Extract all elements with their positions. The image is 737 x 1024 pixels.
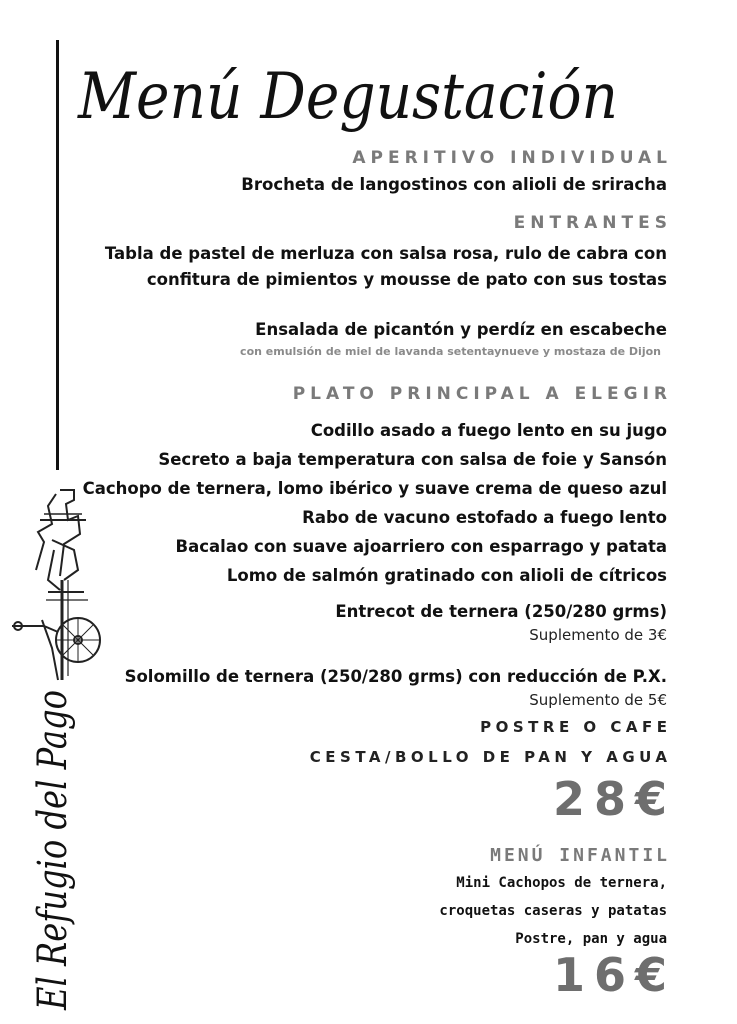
entrecot-dish: Entrecot de ternera (250/280 grms) <box>335 602 667 621</box>
principal-dish: Codillo asado a fuego lento en su jugo <box>310 421 667 440</box>
plough-icon <box>12 490 100 680</box>
entrantes-dish-1-line-1: Tabla de pastel de merluza con salsa rosa, rulo de cabra con <box>104 244 667 263</box>
page-title <box>70 6 630 156</box>
aperitivo-dish: Brocheta de langostinos con alioli de sriracha <box>241 175 667 194</box>
entrantes-heading: ENTRANTES <box>513 213 672 233</box>
entrantes-dish-2-note: con emulsión de miel de lavanda setentaynueve y mostaza de Dijon <box>240 345 661 358</box>
entrantes-dish-1-line-2: confitura de pimientos y mousse de pato con sus tostas <box>146 270 667 289</box>
postre-line: POSTRE O CAFE <box>480 718 672 736</box>
principal-dish: Rabo de vacuno estofado a fuego lento <box>302 508 667 527</box>
infantil-price: 16€ <box>552 948 676 1002</box>
pan-line: CESTA/BOLLO DE PAN Y AGUA <box>309 748 672 766</box>
vertical-rule <box>56 40 59 470</box>
principal-dish: Lomo de salmón gratinado con alioli de cítricos <box>226 566 667 585</box>
principal-heading: PLATO PRINCIPAL A ELEGIR <box>292 384 672 404</box>
infantil-heading: MENÚ INFANTIL <box>490 845 670 866</box>
aperitivo-heading: APERITIVO INDIVIDUAL <box>352 148 672 168</box>
principal-dish: Cachopo de ternera, lomo ibérico y suave crema de queso azul <box>82 479 667 498</box>
infantil-line: croquetas caseras y patatas <box>439 903 667 919</box>
restaurant-logo <box>8 480 118 1020</box>
infantil-line: Postre, pan y agua <box>515 931 667 947</box>
principal-dish: Secreto a baja temperatura con salsa de foie y Sansón <box>158 450 667 469</box>
logo-wordmark: El Refugio del Pago <box>30 612 76 1010</box>
solomillo-supplement: Suplemento de 5€ <box>529 691 667 709</box>
solomillo-dish: Solomillo de ternera (250/280 grms) con reducción de P.X. <box>124 667 667 686</box>
page-title-text: Menú Degustación <box>77 60 619 134</box>
principal-dish: Bacalao con suave ajoarriero con esparrago y patata <box>175 537 667 556</box>
entrecot-supplement: Suplemento de 3€ <box>529 626 667 644</box>
menu-price: 28€ <box>552 772 676 826</box>
entrantes-dish-2: Ensalada de picantón y perdíz en escabeche <box>255 320 667 339</box>
infantil-line: Mini Cachopos de ternera, <box>456 875 667 891</box>
